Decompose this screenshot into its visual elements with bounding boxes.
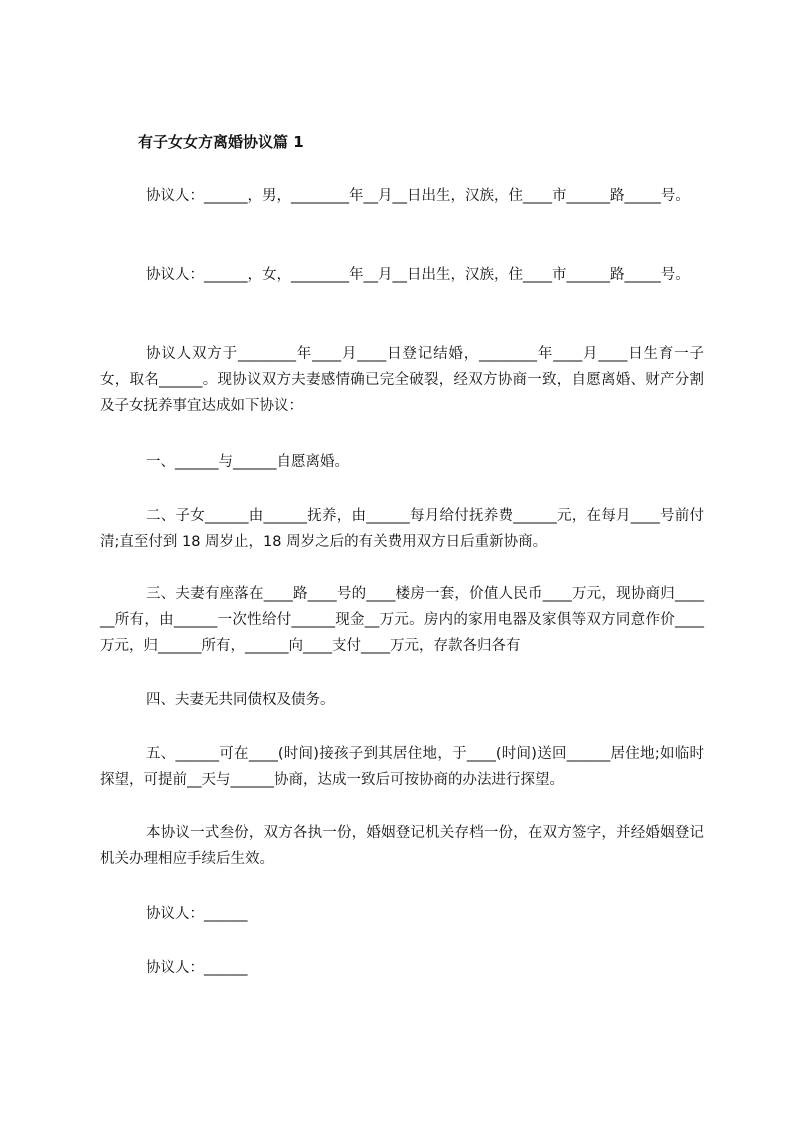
clause-3-property: 三、夫妻有座落在____路____号的____楼房一套，价值人民币____万元，现协商归______所有，由______一次性给付______现金__万元。房内的家用电器及家俱等双方同意作价____万元，归______所有，______向____支付____万元，存款各归各有 [100, 586, 704, 654]
clause-1-divorce: 一、______与______自愿离婚。 [146, 454, 349, 470]
clause-2-child-custody: 二、子女______由______抚养，由______每月给付抚养费______元，在每月____号前付清;直至付到 18 周岁止，18 周岁之后的有关费用双方日后重新协商。 [100, 508, 704, 550]
party-1-paragraph: 协议人：______，男，________年__月__日出生，汉族，住____市______路_____号。 [146, 188, 690, 204]
agreement-validity-paragraph: 本协议一式叁份，双方各执一份，婚姻登记机关存档一份，在双方签字，并经婚姻登记机关办理相应手续后生效。 [100, 825, 704, 867]
clause-4-debts: 四、夫妻无共同债权及债务。 [146, 692, 335, 708]
party-2-paragraph: 协议人：______，女，________年__月__日出生，汉族，住____市______路_____号。 [146, 267, 690, 283]
clause-5-visitation: 五、______可在____(时间)接孩子到其居住地，于____(时间)送回______居住地;如临时探望，可提前__天与______协商，达成一致后可按协商的办法进行探望。 [100, 746, 704, 788]
document-title: 有子女女方离婚协议篇 1 [138, 133, 304, 151]
marriage-background-paragraph: 协议人双方于________年____月____日登记结婚，________年____月____日生育一子女，取名______。现协议双方夫妻感情确已完全破裂，经双方协商一致，自愿离婚、财产分割及子女抚养事宜达成如下协议： [100, 346, 704, 414]
signature-line-2: 协议人：______ [146, 960, 248, 976]
signature-line-1: 协议人：______ [146, 906, 248, 922]
